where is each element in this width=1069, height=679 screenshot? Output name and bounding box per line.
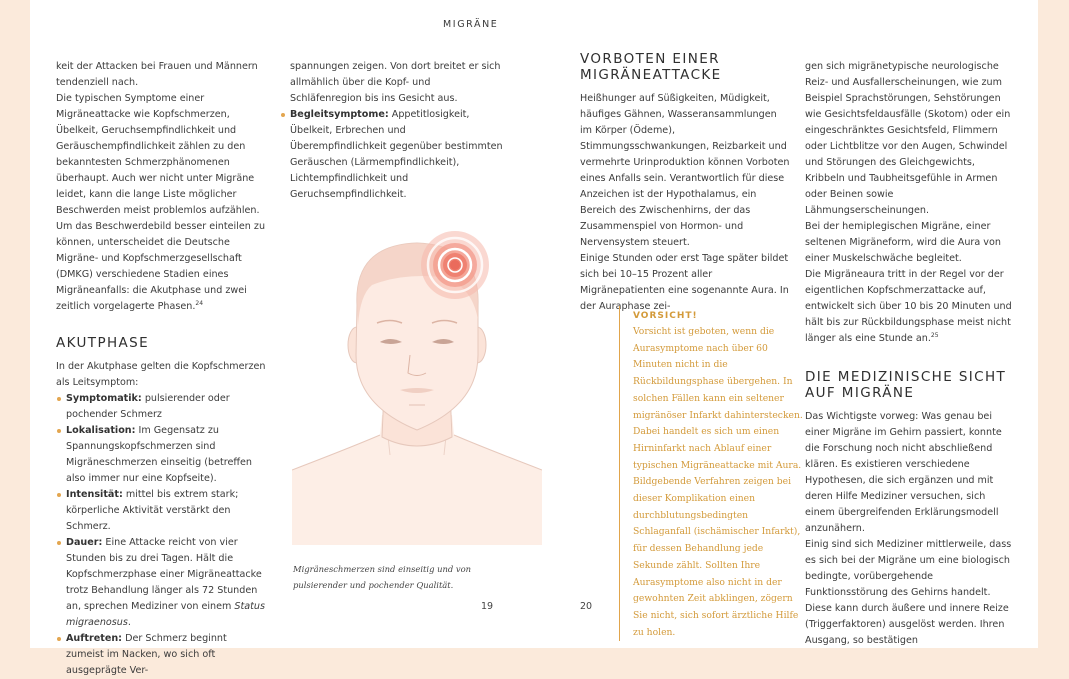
footnote-ref: 24	[195, 299, 204, 307]
right-page-column-1	[580, 51, 790, 315]
paragraph: Das Wichtigste vorweg: Was genau bei einer Migräne im Gehirn passiert, konnte die Forschung noch nicht abschließend klären. Es existieren verschiedene Hypothesen, die sich ergänzen und mit deren Hilfe Mediziner versuchen, sich einem übergreifenden Erklärungsmodell anzunähern.	[805, 411, 1002, 534]
paragraph: Einige Stunden oder erst Tage später bildet sich bei 10–15 Prozent aller Migränepatienten eine sogenannte Aura. In der Auraphase zei-	[580, 253, 789, 312]
paragraph: Die Migräneaura tritt in der Regel vor der eigentlichen Kopfschmerzattacke auf, entwickelt sich über 10 bis 20 Minuten und hält bis zur Rückbildungsphase meist nicht länger als eine Stunde an.$^{25}$	[805, 269, 1012, 344]
paragraph: Bei der hemiplegischen Migräne, einer seltenen Migräneform, wird die Aura von einer Muskelschwäche begleitet.	[805, 221, 1001, 264]
list-item: Dauer: Eine Attacke reicht von vier Stunden bis zu drei Tagen. Hält die Kopfschmerzphase einer Migräneattacke trotz Behandlung länger als 72 Stunden an, sprechen Mediziner von einem Status migraenosus.	[56, 535, 266, 631]
migraine-head-icon	[292, 215, 542, 545]
section-heading: DIE MEDIZINISCHE SICHT AUF MIGRÄNE	[805, 369, 1007, 401]
paragraph: Die typischen Symptome einer Migräneattacke wie Kopfschmerzen, Übelkeit, Geruchsempfindlichkeit und Geräuschempfindlichkeit zählen zu den bekanntesten Schmerzphänomenen überhaupt. Auch wer nicht unter Migräne leidet, kann die lange Liste möglicher Beschwerden meist problemlos aufzählen. Um das Beschwerdebild besser einteilen zu können, unterscheidet die Deutsche Migräne- und Kopfschmerzgesellschaft (DMKG) verschiedene Stadien eines Migräneanfalls: die Akutphase und zwei zeitlich vorgelagerte Phasen.$^{24}$	[56, 93, 266, 312]
head-illustration	[292, 215, 542, 545]
section-heading: VORBOTEN EINER MIGRÄNEATTACKE	[580, 51, 722, 83]
page-number-left: 19	[481, 601, 494, 612]
callout-text: Vorsicht ist geboten, wenn die Aurasymptome nach über 60 Minuten nicht in die Rückbildungsphase übergehen. In solchen Fällen kann ein seltener migränöser Infarkt dahinterstecken. Dabei handelt es sich um einen Hirninfarkt nach Ablauf einer typischen Migräneattacke mit Aura. Bildgebende Verfahren zeigen bei dieser Komplikation einen durchblutungsbedingten Schlaganfall (ischämischer Infarkt), für dessen Behandlung jede Sekunde zählt. Sollten Ihre Aurasymptome also nicht in der gewohnten Zeit abklingen, zögern Sie nicht, sich sofort ärztliche Hilfe zu holen.	[633, 326, 803, 638]
paragraph: gen sich migränetypische neurologische Reiz- und Ausfallerscheinungen, wie zum Beispiel Sprachstörungen, Sehstörungen wie Gesichtsfeldausfälle (Skotom) oder ein eingeschränktes Gesichtsfeld, Flimmern oder Lichtblitze vor den Augen, Schwindel und Störungen des Gleichgewichts, Kribbeln und Taubheitsgefühle in Armen oder Beinen sowie Lähmungserscheinungen.	[805, 61, 1011, 216]
right-page-column-2	[805, 59, 1017, 649]
figure-caption: Migräneschmerzen sind einseitig und von pulsierender und pochender Qualität.	[293, 564, 472, 590]
list-item: Begleitsymptome: Appetitlosigkeit, Übelkeit, Erbrechen und Überempfindlichkeit gegenüber bestimmten Geräuschen (Lärmempfindlichkeit), Lichtempfindlichkeit und Geruchsempfindlichkeit.	[280, 107, 505, 203]
section-heading: AKUTPHASE	[56, 335, 150, 351]
paragraph: spannungen zeigen. Von dort breitet er sich allmählich über die Kopf- und Schläfenregion bis ins Gesicht aus.	[290, 61, 501, 104]
running-head: MIGRÄNE	[443, 19, 499, 30]
paragraph: Einig sind sich Mediziner mittlerweile, dass es sich bei der Migräne um eine biologisch bedingte, vorübergehende Funktionsstörung des Gehirns handelt. Diese kann durch äußere und innere Reize (Triggerfaktoren) ausgelöst werden. Ihren Ausgang, so bestätigen	[805, 539, 1012, 646]
left-page-column-2	[290, 59, 505, 203]
callout-title: VORSICHT!	[633, 311, 698, 321]
list-item: Auftreten: Der Schmerz beginnt zumeist im Nacken, wo sich oft ausgeprägte Ver-	[56, 631, 266, 679]
paragraph: keit der Attacken bei Frauen und Männern tendenziell nach.	[56, 61, 258, 88]
symptom-list	[280, 107, 505, 203]
list-item: Intensität: mittel bis extrem stark; körperliche Aktivität verstärkt den Schmerz.	[56, 487, 266, 535]
list-item: Symptomatik: pulsierender oder pochender Schmerz	[56, 391, 266, 423]
paragraph: Heißhunger auf Süßigkeiten, Müdigkeit, häufiges Gähnen, Wasseransammlungen im Körper (Ödeme), Stimmungsschwankungen, Reizbarkeit und vermehrte Urinproduktion können Vorboten eines Anfalls sein. Verantwortlich für diese Anzeichen ist der Hypothalamus, ein Bereich des Zwischenhirns, der das Zusammenspiel von Hormon- und Nervensystem steuert.	[580, 93, 790, 248]
list-item: Lokalisation: Im Gegensatz zu Spannungskopfschmerzen sind Migräneschmerzen einseitig (betreffen also immer nur eine Kopfseite).	[56, 423, 266, 487]
footnote-ref: 25	[930, 331, 939, 339]
left-page-column-1	[56, 59, 266, 679]
warning-callout	[619, 306, 803, 641]
paragraph: In der Akutphase gelten die Kopfschmerzen als Leitsymptom:	[56, 361, 266, 388]
page-number-right: 20	[580, 601, 593, 612]
symptom-list	[56, 391, 266, 679]
